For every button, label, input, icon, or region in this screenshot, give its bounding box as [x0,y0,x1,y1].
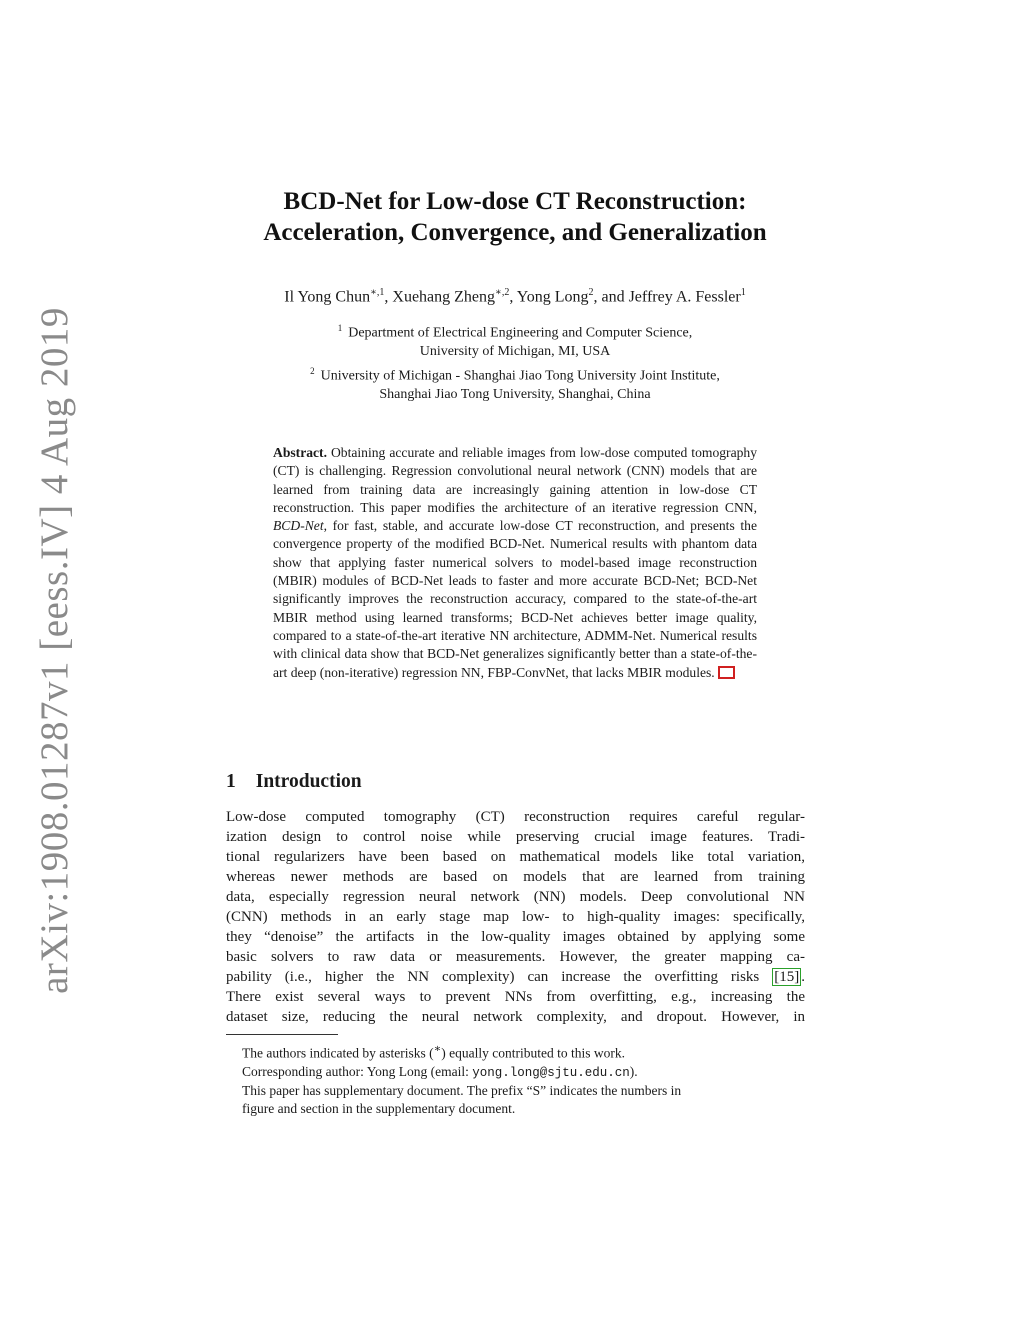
intro-text: pability (i.e., higher the NN complexity) can increase the overfitting risks [226,969,773,985]
affiliation-text: Department of Electrical Engineering and Computer Science, [348,325,693,341]
author-name: Il Yong Chun [284,288,371,306]
supplement-link-box[interactable] [718,666,735,679]
affiliation-2-line-1 [220,362,810,386]
intro-line: There exist several ways to prevent NNs from overfitting, e.g., increasing the [226,989,805,1005]
intro-line: ization design to control noise while preserving crucial image features. Tradi- [226,829,805,845]
introduction-body [226,807,805,1027]
title-line-1: BCD-Net for Low-dose CT Reconstruction: [283,188,747,215]
author-list [200,283,830,307]
intro-line: Low-dose computed tomography (CT) reconstruction requires careful regular- [226,809,805,825]
footnote-text: ) equally contributed to this work. [441,1045,625,1061]
section-number: 1 [226,771,236,792]
arxiv-identifier-stamp [18,306,90,994]
author-superscript: ∗,1 [370,287,385,298]
footnote-3-line-1: This paper has supplementary document. The prefix “S” indicates the numbers in [242,1083,682,1099]
author-separator: , and [593,288,629,306]
intro-text: . [801,969,805,985]
abstract-label: Abstract. [273,445,327,460]
intro-line: whereas newer methods are based on models that are learned from training [226,869,805,885]
affiliation-text: University of Michigan - Shanghai Jiao Tong University Joint Institute, [320,368,720,384]
citation-link[interactable]: [15] [774,969,800,985]
footnote-rule [226,1034,338,1035]
author-name: Xuehang Zheng [392,288,496,306]
abstract-text: Obtaining accurate and reliable images from low-dose computed tomography (CT) is challenging. Regression convolutional neural network (CNN) models that are learned from training data are increasingly gaining attention in low-dose CT reconstruction. This paper modifies the architecture of an iterative regression CNN, [273,445,757,515]
author-superscript: ∗,2 [495,287,510,298]
abstract-emphasis: BCD-Net [273,518,324,534]
affiliations [220,319,810,404]
abstract-text-cont: , for fast, stable, and accurate low-dose CT reconstruction, and presents the convergence property of the modified BCD-Net. Numerical results with phantom data show that applying faster numerical solvers to model-based image reconstruction (MBIR) modules of BCD-Net leads to faster and more accurate BCD-Net; BCD-Net significantly improves the reconstruction accuracy, compared to the state-of-the-art MBIR method using learned transforms; BCD-Net achieves better image quality, compared to a state-of-the-art iterative NN architecture, ADMM-Net. Numerical results with clinical data show that BCD-Net generalizes significantly better than a state-of-the-art deep (non-iterative) regression NN, FBP-ConvNet, that lacks MBIR modules. [273,518,757,680]
paper-title [200,186,830,248]
intro-line: they “denoise” the artifacts in the low-quality images obtained by applying some [226,929,805,945]
author-superscript: 2 [588,287,594,298]
intro-line: (CNN) methods in an early stage map low- to high-quality images: specifically, [226,909,805,925]
author-name: Jeffrey A. Fessler [628,288,741,306]
footnote-text: ). [629,1063,638,1079]
intro-line: data, especially regression neural network (NN) models. Deep convolutional NN [226,889,805,905]
intro-line-with-citation [226,967,805,987]
email-address[interactable]: yong.long@sjtu.edu.cn [472,1065,630,1080]
affiliation-1-line-2: University of Michigan, MI, USA [419,344,611,360]
affiliation-2-line-2: Shanghai Jiao Tong University, Shanghai, China [379,386,651,402]
author-separator: , [384,288,393,306]
footnote-text: Corresponding author: Yong Long (email: [242,1063,473,1079]
footnotes [242,1040,805,1119]
abstract [273,444,757,682]
author-superscript: 1 [740,287,746,298]
footnote-2 [242,1063,805,1082]
affiliation-marker: 1 [337,323,343,333]
section-title: Introduction [255,771,362,792]
title-line-2: Acceleration, Convergence, and Generalization [263,219,767,246]
footnote-1 [242,1040,805,1063]
footnote-superscript: ∗ [433,1043,442,1055]
author-name: Yong Long [516,288,589,306]
footnote-text: The authors indicated by asterisks ( [242,1045,434,1061]
author-separator: , [509,288,517,306]
footnote-3-line-2: figure and section in the supplementary document. [242,1101,516,1117]
intro-line: dataset size, reducing the neural network complexity, and dropout. However, in [226,1009,805,1025]
arxiv-id-text: arXiv:1908.01287v1 [eess.IV] 4 Aug 2019 [32,306,76,994]
intro-line: basic solvers to raw data or measurements. However, the greater mapping ca- [226,949,805,965]
section-heading [226,771,362,793]
affiliation-marker: 2 [310,365,315,376]
intro-line: tional regularizers have been based on mathematical models like total variation, [226,849,805,865]
affiliation-1-line-1 [220,319,810,343]
